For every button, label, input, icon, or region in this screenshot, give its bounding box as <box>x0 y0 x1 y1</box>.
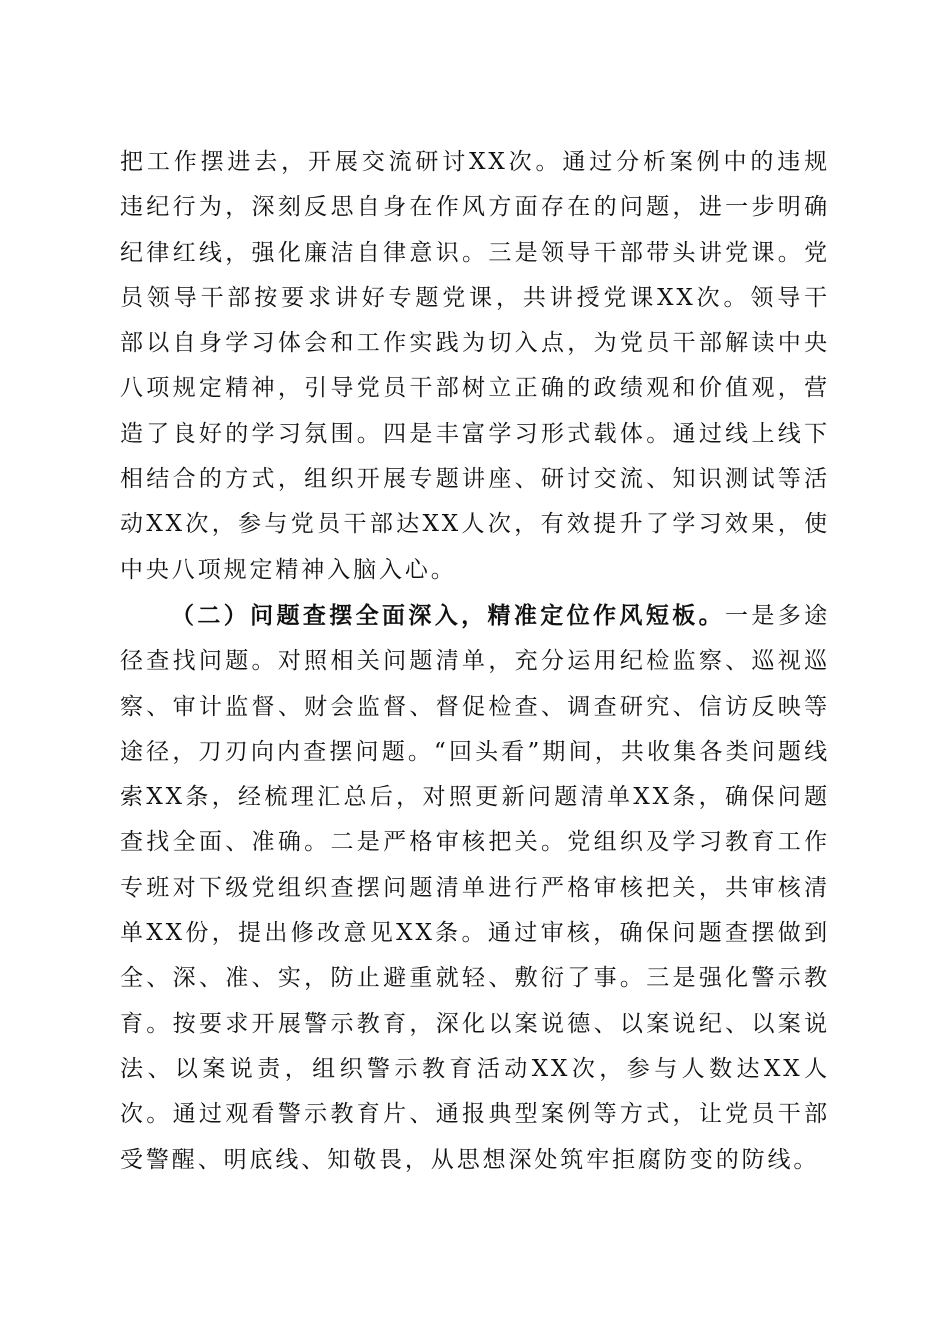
paragraph-continuation <box>120 140 830 593</box>
section-heading: （二）问题查摆全面深入，精准定位作风短板。 <box>171 601 725 629</box>
paragraph-text: 把工作摆进去，开展交流研讨XX次。通过分析案例中的违规违纪行为，深刻反思自身在作风方面存在的问题，进一步明确纪律红线，强化廉洁自律意识。三是领导干部带头讲党课。党员领导干部按要求讲好专题党课，共讲授党课XX次。领导干部以自身学习体会和工作实践为切入点，为党员干部解读中央八项规定精神，引导党员干部树立正确的政绩观和价值观，营造了良好的学习氛围。四是丰富学习形式载体。通过线上线下相结合的方式，组织开展专题讲座、研讨交流、知识测试等活动XX次，参与党员干部达XX人次，有效提升了学习效果，使中央八项规定精神入脑入心。 <box>120 149 830 583</box>
paragraph-section-two <box>120 593 830 1183</box>
paragraph-text: 一是多途径查找问题。对照相关问题清单，充分运用纪检监察、巡视巡察、审计监督、财会监督、督促检查、调查研究、信访反映等途径，刀刃向内查摆问题。“回头看”期间，共收集各类问题线索XX条，经梳理汇总后，对照更新问题清单XX条，确保问题查找全面、准确。二是严格审核把关。党组织及学习教育工作专班对下级党组织查摆问题清单进行严格审核把关，共审核清单XX份，提出修改意见XX条。通过审核，确保问题查摆做到全、深、准、实，防止避重就轻、敷衍了事。三是强化警示教育。按要求开展警示教育，深化以案说德、以案说纪、以案说法、以案说责，组织警示教育活动XX次，参与人数达XX人次。通过观看警示教育片、通报典型案例等方式，让党员干部受警醒、明底线、知敬畏，从思想深处筑牢拒腐防变的防线。 <box>120 602 830 1173</box>
document-body <box>120 140 830 1183</box>
